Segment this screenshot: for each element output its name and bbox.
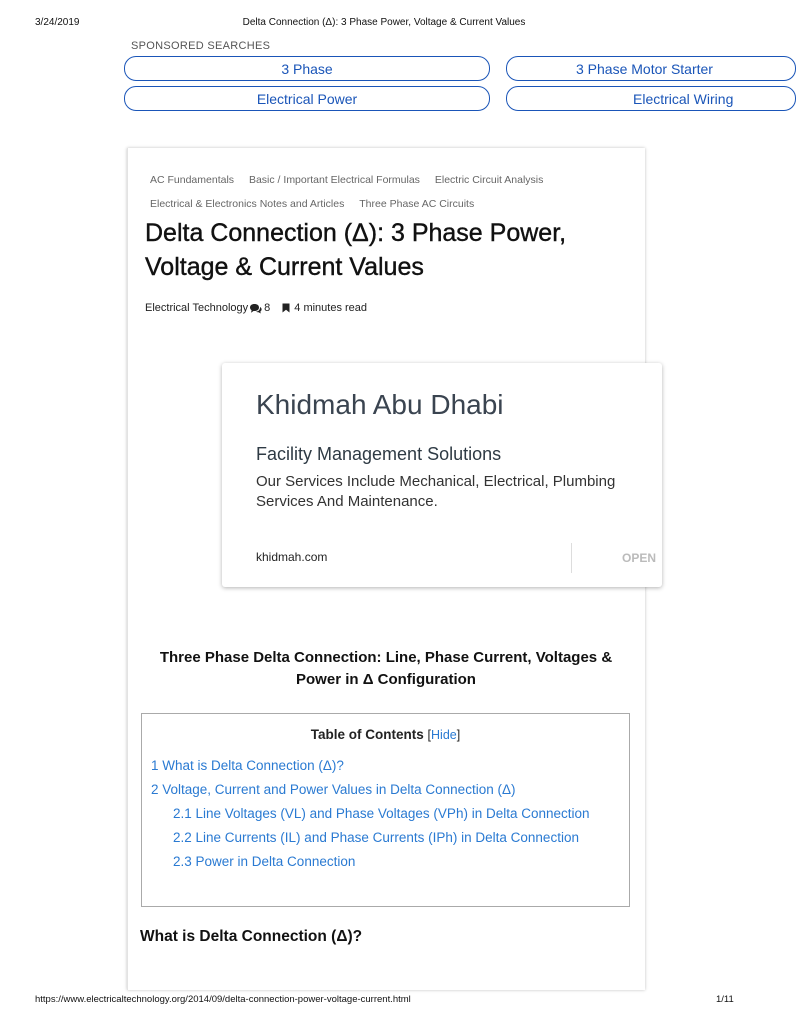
- comment-count[interactable]: 8: [264, 302, 271, 314]
- article-card: [127, 148, 657, 990]
- sponsored-search-electrical-wiring[interactable]: [506, 86, 796, 111]
- sponsored-searches-label: SPONSORED SEARCHES: [131, 40, 271, 52]
- sponsored-search-3-phase-motor-starter[interactable]: [506, 56, 796, 81]
- toc-hide-link[interactable]: Hide: [431, 728, 457, 742]
- toc-list: [151, 754, 629, 874]
- bracket-close: ]: [456, 728, 461, 742]
- pill-label: 3 Phase Motor Starter: [576, 60, 713, 77]
- print-date: 3/24/2019: [35, 17, 80, 28]
- category-list: [150, 168, 620, 216]
- ad-description: Our Services Include Mechanical, Electrical, Plumbing Services And Maintenance.: [256, 473, 616, 510]
- section-heading: What is Delta Connection (Δ)?: [140, 928, 363, 945]
- print-header: [0, 17, 768, 31]
- toc-item-2-3[interactable]: 2.3 Power in Delta Connection: [173, 854, 356, 869]
- bookmark-icon: [282, 303, 290, 313]
- ad-open-button[interactable]: OPEN: [571, 543, 691, 573]
- toc-title: Table of Contents: [310, 727, 424, 742]
- toc-item-2-2[interactable]: 2.2 Line Currents (IL) and Phase Currents (IPh) in Delta Connection: [173, 830, 579, 845]
- pill-label: Electrical Wiring: [633, 90, 734, 107]
- category-link[interactable]: Electric Circuit Analysis: [434, 174, 544, 186]
- ad-title[interactable]: Khidmah Abu Dhabi: [256, 389, 504, 420]
- toc-item-1[interactable]: 1 What is Delta Connection (Δ)?: [151, 758, 344, 773]
- toc-hide-wrapper: [428, 728, 461, 742]
- read-time: 4 minutes read: [294, 302, 368, 314]
- print-footer: [0, 994, 768, 1008]
- toc-item-2-1[interactable]: 2.1 Line Voltages (VL) and Phase Voltages (VPh) in Delta Connection: [173, 806, 590, 821]
- comments-icon: [249, 303, 262, 314]
- sponsored-searches-right-column: [500, 50, 734, 120]
- ad-subtitle: Facility Management Solutions: [256, 444, 502, 464]
- table-of-contents: [141, 713, 630, 907]
- toc-item-2[interactable]: 2 Voltage, Current and Power Values in Delta Connection (Δ): [151, 782, 516, 797]
- article-meta: [145, 302, 367, 314]
- article-subheading: Three Phase Delta Connection: Line, Phase Current, Voltages & Power in Δ Configuration: [159, 649, 613, 688]
- print-title: Delta Connection (Δ): 3 Phase Power, Voltage & Current Values: [242, 17, 526, 28]
- category-link[interactable]: Electrical & Electronics Notes and Articles: [150, 198, 345, 210]
- sponsored-search-3-phase[interactable]: 3 Phase: [124, 56, 490, 81]
- print-url: https://www.electricaltechnology.org/2014/09/delta-connection-power-voltage-current.html: [35, 994, 411, 1005]
- toc-header: [142, 727, 629, 742]
- ad-domain[interactable]: khidmah.com: [256, 550, 328, 564]
- bracket-open: [: [427, 728, 432, 742]
- advertisement-card[interactable]: [222, 363, 662, 587]
- article-title: Delta Connection (Δ): 3 Phase Power, Voltage & Current Values: [145, 219, 567, 281]
- category-link[interactable]: AC Fundamentals: [150, 174, 235, 186]
- sponsored-search-electrical-power[interactable]: Electrical Power: [124, 86, 490, 111]
- category-link[interactable]: Basic / Important Electrical Formulas: [248, 174, 420, 186]
- author-link[interactable]: Electrical Technology: [145, 302, 249, 314]
- category-link[interactable]: Three Phase AC Circuits: [359, 198, 475, 210]
- print-page-number: 1/11: [716, 994, 734, 1005]
